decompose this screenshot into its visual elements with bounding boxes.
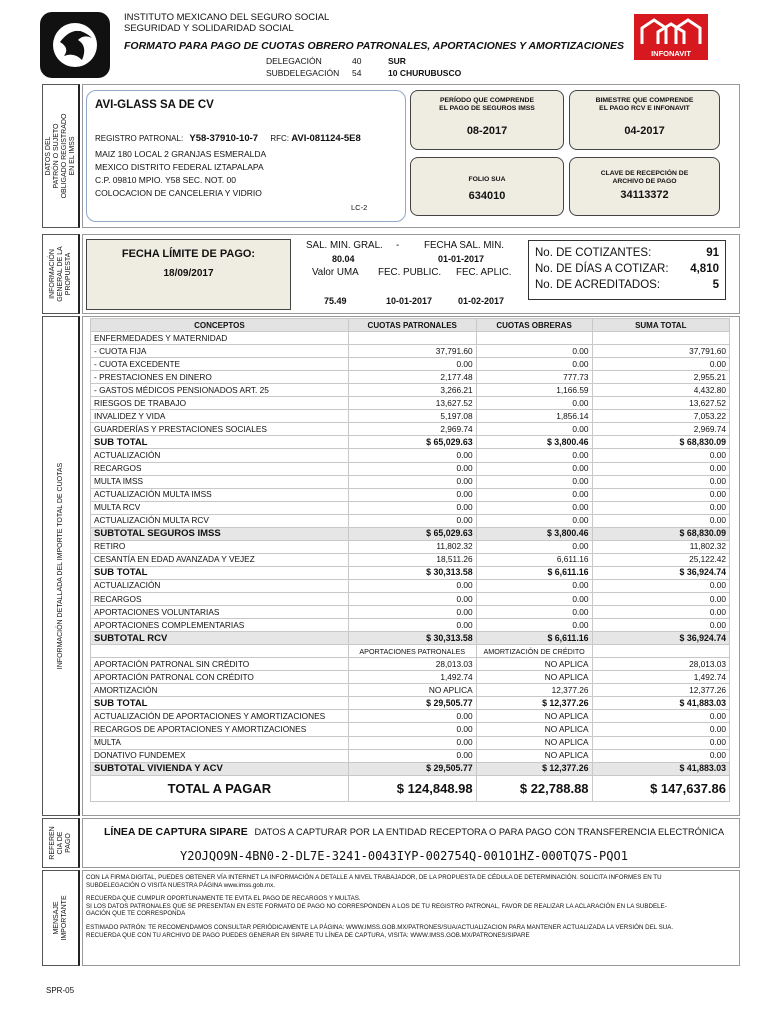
concepto-cell: AMORTIZACIÓN [91, 684, 349, 697]
sidebar-info-detallada-label: INFORMACIÓN DETALLADA DEL IMPORTE TOTAL DE CUOTAS [56, 462, 64, 670]
concepto-cell: APORTACIONES VOLUNTARIAS [91, 606, 349, 619]
cuotas-table-body [91, 319, 730, 802]
total-cell: 0.00 [592, 501, 729, 514]
obrera-cell: 0.00 [476, 475, 592, 488]
concepto-cell: RETIRO [91, 540, 349, 553]
table-row [91, 566, 730, 579]
obrera-cell: AMORTIZACIÓN DE CRÉDITO [476, 645, 592, 658]
total-cell: 0.00 [592, 592, 729, 605]
house-icon [634, 14, 708, 48]
obrera-cell: NO APLICA [476, 671, 592, 684]
obrera-cell: $ 12,377.26 [476, 697, 592, 710]
patron-address [95, 148, 266, 200]
fecha-limite-value: 18/09/2017 [163, 268, 214, 279]
patronal-cell: 0.00 [348, 462, 476, 475]
imss-logo [40, 12, 110, 78]
total-cell: 2,969.74 [592, 423, 729, 436]
sidebar-mensaje [42, 870, 80, 966]
table-row [91, 645, 730, 658]
concepto-cell: CESANTÍA EN EDAD AVANZADA Y VEJEZ [91, 553, 349, 566]
registro-value: Y58-37910-10-7 [189, 133, 259, 144]
clave-recepcion-box [569, 157, 720, 216]
table-row [91, 540, 730, 553]
obrera-cell: 0.00 [476, 514, 592, 527]
concepto-cell: RECARGOS DE APORTACIONES Y AMORTIZACIONES [91, 723, 349, 736]
patronal-cell: $ 65,029.63 [348, 527, 476, 540]
obrera-cell: 0.00 [476, 619, 592, 632]
table-row [91, 462, 730, 475]
concepto-cell: - PRESTACIONES EN DINERO [91, 371, 349, 384]
patronal-cell: 0.00 [348, 619, 476, 632]
concepto-cell: MULTA IMSS [91, 475, 349, 488]
concepto-cell: ENFERMEDADES Y MATERNIDAD [91, 332, 349, 345]
table-row [91, 488, 730, 501]
fecha-sal-label: FECHA SAL. MIN. [424, 240, 505, 251]
clave-recepcion-value: 34113372 [620, 189, 669, 201]
total-cell: 0.00 [592, 736, 729, 749]
patronal-cell: 0.00 [348, 488, 476, 501]
table-row [91, 475, 730, 488]
patronal-cell: 0.00 [348, 592, 476, 605]
sal-min-label: SAL. MIN. GRAL. [306, 240, 383, 251]
table-header-row [91, 319, 730, 332]
concepto-cell: TOTAL A PAGAR [91, 775, 349, 801]
institution-line2: SEGURIDAD Y SOLIDARIDAD SOCIAL [124, 23, 294, 34]
mensaje-p1: CON LA FIRMA DIGITAL, PUEDES OBTENER VÍA INTERNET LA INFORMACIÓN A DETALLE A NIVEL TRABAJADOR, DE LA PROPUESTA DE CÉDULA DE DETERMINACIÓN. SOLICITA INFORMES EN TU SUBDELEGACIÓN O VISITA NUESTRA PÁGINA www.imss.gob.mx. [86, 874, 662, 889]
total-cell: 0.00 [592, 619, 729, 632]
cuotas-table [90, 318, 730, 802]
registro-line [95, 133, 361, 144]
table-row [91, 371, 730, 384]
obrera-cell: 0.00 [476, 449, 592, 462]
total-cell: 12,377.26 [592, 684, 729, 697]
concepto-cell: - CUOTA EXCEDENTE [91, 358, 349, 371]
obrera-cell: 0.00 [476, 579, 592, 592]
rfc-value: AVI-081124-5E8 [291, 133, 361, 144]
concepto-cell [91, 645, 349, 658]
total-cell: 0.00 [592, 710, 729, 723]
patronal-cell: 11,802.32 [348, 540, 476, 553]
patronal-cell: 0.00 [348, 475, 476, 488]
concepto-cell: RIESGOS DE TRABAJO [91, 397, 349, 410]
sidebar-info-general [42, 234, 80, 314]
footer-code: SPR-05 [46, 986, 75, 995]
concepto-cell: SUB TOTAL [91, 566, 349, 579]
patronal-cell: 2,969.74 [348, 423, 476, 436]
bimestre-rcv-box [569, 90, 720, 150]
total-cell: 0.00 [592, 749, 729, 762]
total-cell: $ 41,883.03 [592, 697, 729, 710]
patronal-cell: 0.00 [348, 501, 476, 514]
table-row [91, 449, 730, 462]
table-row [91, 397, 730, 410]
mensaje-p3: ESTIMADO PATRÓN: TE RECOMENDAMOS CONSULTAR PERIÓDICAMENTE LA PÁGINA: WWW.IMSS.GOB.MX/PATRONES/SUA/ACTUALIZACION PARA MANTENER ACTUALIZADA LA VERSIÓN DEL SUA. RECUERDA QUE CON TU ARCHIVO DE PAGO PUEDES GENERAR EN SIPARE TU LÍNEA DE CAPTURA, VISITA: WWW.IMSS.GOB.MX/PATRONES/SIPARE [86, 923, 674, 939]
obrera-cell: 1,856.14 [476, 410, 592, 423]
concepto-cell: ACTUALIZACIÓN [91, 449, 349, 462]
valor-uma-label: Valor UMA [312, 267, 359, 278]
concepto-cell: SUB TOTAL [91, 697, 349, 710]
acreditados-label: No. DE ACREDITADOS: [535, 279, 661, 291]
table-row [91, 658, 730, 671]
fec-aplic-label: FEC. APLIC. [456, 267, 512, 278]
patronal-cell: $ 29,505.77 [348, 697, 476, 710]
total-cell: 0.00 [592, 462, 729, 475]
captura-label: LÍNEA DE CAPTURA SIPARE [104, 826, 248, 838]
concepto-cell: DONATIVO FUNDEMEX [91, 749, 349, 762]
eagle-icon [40, 12, 110, 78]
concepto-cell: APORTACIÓN PATRONAL CON CRÉDITO [91, 671, 349, 684]
obrera-cell: 12,377.26 [476, 684, 592, 697]
obrera-cell: $ 3,800.46 [476, 527, 592, 540]
dias-value: 4,810 [690, 263, 719, 275]
total-cell [592, 645, 729, 658]
table-row [91, 527, 730, 540]
dias-row [535, 261, 719, 277]
patronal-cell [348, 332, 476, 345]
acreditados-value: 5 [712, 279, 719, 291]
mensaje-p2: RECUERDA QUE CUMPLIR OPORTUNAMENTE TE EVITA EL PAGO DE RECARGOS Y MULTAS. SI LOS DATOS PATRONALES QUE SE PRESENTAN EN ESTE FORMATO DE PAGO NO CORRESPONDEN A LOS DE TU REGISTRO PATRONAL, FAVOR DE REALIZAR LA ACLARACIÓN EN LA SUBDELE-GACIÓN QUE TE CORRESPONDA [86, 895, 667, 918]
total-cell: $ 147,637.86 [592, 775, 729, 801]
total-cell: 0.00 [592, 488, 729, 501]
institution-line1: INSTITUTO MEXICANO DEL SEGURO SOCIAL [124, 12, 330, 23]
periodo-imss-value: 08-2017 [466, 125, 508, 137]
patronal-cell: $ 30,313.58 [348, 566, 476, 579]
obrera-cell: 0.00 [476, 488, 592, 501]
concepto-cell: MULTA [91, 736, 349, 749]
table-row [91, 736, 730, 749]
fecha-sal-value: 01-01-2017 [438, 254, 485, 264]
total-cell: 37,791.60 [592, 345, 729, 358]
total-cell: 0.00 [592, 514, 729, 527]
fecha-limite-box [86, 239, 291, 310]
total-cell: 7,053.22 [592, 410, 729, 423]
subdelegacion-num: 54 [352, 68, 362, 78]
patronal-cell: 0.00 [348, 606, 476, 619]
table-row [91, 710, 730, 723]
acreditados-row [535, 277, 719, 293]
clave-recepcion-label: CLAVE DE RECEPCIÓN DE ARCHIVO DE PAGO [600, 170, 689, 185]
table-row [91, 358, 730, 371]
total-cell: 1,492.74 [592, 671, 729, 684]
table-row [91, 384, 730, 397]
patronal-cell: 0.00 [348, 358, 476, 371]
patronal-cell: 13,627.52 [348, 397, 476, 410]
table-row [91, 332, 730, 345]
sidebar-info-general-label: INFORMACIÓN GENERAL DE LA PROPUESTA [48, 246, 72, 302]
cotizantes-box [528, 240, 726, 300]
table-row [91, 619, 730, 632]
patronal-cell: 2,177.48 [348, 371, 476, 384]
obrera-cell: 0.00 [476, 501, 592, 514]
fec-public-value: 10-01-2017 [386, 296, 433, 306]
total-cell: $ 68,830.09 [592, 527, 729, 540]
sidebar-info-detallada [42, 316, 80, 816]
total-cell: 13,627.52 [592, 397, 729, 410]
obrera-cell: 0.00 [476, 462, 592, 475]
mensaje-text [86, 874, 686, 939]
patronal-cell: 0.00 [348, 710, 476, 723]
valor-uma-value: 75.49 [324, 296, 347, 306]
patronal-cell: 0.00 [348, 723, 476, 736]
sidebar-referencia [42, 818, 80, 868]
table-row [91, 553, 730, 566]
table-row [91, 436, 730, 449]
obrera-cell: 0.00 [476, 592, 592, 605]
obrera-cell: 0.00 [476, 358, 592, 371]
obrera-cell: NO APLICA [476, 723, 592, 736]
patron-name: AVI-GLASS SA DE CV [95, 99, 214, 111]
address-line3: C.P. 09810 MPIO. Y58 SEC. NOT. 00 [95, 175, 236, 185]
captura-header [104, 826, 724, 838]
header-cuotas-obreras: CUOTAS OBRERAS [476, 319, 592, 332]
total-cell [592, 332, 729, 345]
patron-box [86, 90, 406, 222]
obrera-cell [476, 332, 592, 345]
concepto-cell: SUBTOTAL SEGUROS IMSS [91, 527, 349, 540]
delegacion-block [266, 55, 461, 79]
total-cell: 2,955.21 [592, 371, 729, 384]
concepto-cell: ACTUALIZACIÓN MULTA RCV [91, 514, 349, 527]
fec-aplic-value: 01-02-2017 [458, 296, 505, 306]
total-cell: 0.00 [592, 606, 729, 619]
obrera-cell: $ 22,788.88 [476, 775, 592, 801]
patronal-cell: 0.00 [348, 749, 476, 762]
obrera-cell: 1,166.59 [476, 384, 592, 397]
patronal-cell: 28,013.03 [348, 658, 476, 671]
bimestre-rcv-value: 04-2017 [624, 125, 665, 137]
obrera-cell: 0.00 [476, 423, 592, 436]
concepto-cell: APORTACIÓN PATRONAL SIN CRÉDITO [91, 658, 349, 671]
table-row [91, 514, 730, 527]
patron-activity: COLOCACION DE CANCELERIA Y VIDRIO [95, 188, 262, 198]
total-cell: 0.00 [592, 579, 729, 592]
total-cell: $ 68,830.09 [592, 436, 729, 449]
form-title: FORMATO PARA PAGO DE CUOTAS OBRERO PATRONALES, APORTACIONES Y AMORTIZACIONES [124, 40, 624, 52]
concepto-cell: - CUOTA FIJA [91, 345, 349, 358]
concepto-cell: ACTUALIZACIÓN DE APORTACIONES Y AMORTIZACIONES [91, 710, 349, 723]
patronal-cell: 5,197.08 [348, 410, 476, 423]
delegacion-num: 40 [352, 56, 362, 66]
patronal-cell: 0.00 [348, 579, 476, 592]
obrera-cell: 0.00 [476, 397, 592, 410]
total-cell: 0.00 [592, 475, 729, 488]
obrera-cell: $ 12,377.26 [476, 762, 592, 775]
obrera-cell: 6,611.16 [476, 553, 592, 566]
concepto-cell: - GASTOS MÉDICOS PENSIONADOS ART. 25 [91, 384, 349, 397]
folio-sua-value: 634010 [468, 190, 506, 202]
patronal-cell: $ 29,505.77 [348, 762, 476, 775]
concepto-cell: GUARDERÍAS Y PRESTACIONES SOCIALES [91, 423, 349, 436]
table-row [91, 775, 730, 801]
patronal-cell: 18,511.26 [348, 553, 476, 566]
patronal-cell: 0.00 [348, 736, 476, 749]
obrera-cell: $ 6,611.16 [476, 566, 592, 579]
table-row [91, 671, 730, 684]
concepto-cell: INVALIDEZ Y VIDA [91, 410, 349, 423]
total-cell: $ 36,924.74 [592, 566, 729, 579]
total-cell: 28,013.03 [592, 658, 729, 671]
concepto-cell: APORTACIONES COMPLEMENTARIAS [91, 619, 349, 632]
patronal-cell: 0.00 [348, 449, 476, 462]
patronal-cell: $ 30,313.58 [348, 632, 476, 645]
total-cell: 25,122.42 [592, 553, 729, 566]
concepto-cell: SUBTOTAL VIVIENDA Y ACV [91, 762, 349, 775]
sal-min-dash: - [396, 240, 400, 251]
obrera-cell: $ 6,611.16 [476, 632, 592, 645]
total-cell: 0.00 [592, 723, 729, 736]
patronal-cell: $ 124,848.98 [348, 775, 476, 801]
periodo-imss-box [410, 90, 564, 150]
sidebar-patron [42, 84, 80, 228]
table-row [91, 423, 730, 436]
total-cell: 0.00 [592, 449, 729, 462]
salarios-block [296, 238, 524, 312]
address-line1: MAIZ 180 LOCAL 2 GRANJAS ESMERALDA [95, 149, 267, 159]
obrera-cell: 0.00 [476, 606, 592, 619]
delegacion-label: DELEGACIÓN [266, 56, 322, 66]
header-cuotas-patronales: CUOTAS PATRONALES [348, 319, 476, 332]
bimestre-rcv-label: BIMESTRE QUE COMPRENDE EL PAGO RCV E INFONAVIT [595, 97, 694, 112]
sidebar-referencia-label: REFEREN CIA DE PAGO [48, 826, 72, 860]
table-row [91, 723, 730, 736]
obrera-cell: $ 3,800.46 [476, 436, 592, 449]
sal-min-value: 80.04 [332, 254, 355, 264]
table-row [91, 592, 730, 605]
header-suma-total: SUMA TOTAL [592, 319, 729, 332]
total-cell: 4,432.80 [592, 384, 729, 397]
patronal-cell: 1,492.74 [348, 671, 476, 684]
patronal-cell: 3,266.21 [348, 384, 476, 397]
header-conceptos: CONCEPTOS [91, 319, 349, 332]
obrera-cell: NO APLICA [476, 658, 592, 671]
subdelegacion-name: 10 CHURUBUSCO [388, 68, 462, 78]
table-row [91, 749, 730, 762]
fecha-limite-label: FECHA LÍMITE DE PAGO: [121, 248, 256, 260]
sidebar-mensaje-label: MENSAJE IMPORTANTE [52, 895, 68, 941]
concepto-cell: SUB TOTAL [91, 436, 349, 449]
dias-label: No. DE DÍAS A COTIZAR: [535, 263, 669, 275]
total-cell: $ 41,883.03 [592, 762, 729, 775]
fec-public-label: FEC. PUBLIC. [378, 267, 442, 278]
concepto-cell: RECARGOS [91, 462, 349, 475]
concepto-cell: ACTUALIZACIÓN MULTA IMSS [91, 488, 349, 501]
patronal-cell: 37,791.60 [348, 345, 476, 358]
patronal-cell: $ 65,029.63 [348, 436, 476, 449]
concepto-cell: RECARGOS [91, 592, 349, 605]
obrera-cell: 777.73 [476, 371, 592, 384]
concepto-cell: ACTUALIZACIÓN [91, 579, 349, 592]
rfc-label: RFC: [270, 134, 289, 143]
total-cell: 0.00 [592, 358, 729, 371]
institution-name [124, 12, 329, 34]
captura-description: DATOS A CAPTURAR POR LA ENTIDAD RECEPTORA O PARA PAGO CON TRANSFERENCIA ELECTRÓNICA [254, 827, 725, 837]
table-row [91, 632, 730, 645]
total-cell: 11,802.32 [592, 540, 729, 553]
obrera-cell: 0.00 [476, 345, 592, 358]
periodo-imss-label: PERÍODO QUE COMPRENDE EL PAGO DE SEGUROS IMSS [439, 97, 535, 112]
captura-code: Y2OJQO9N-4BN0-2-DL7E-3241-0043IYP-002754Q-001O1HZ-000TQ7S-PQO1 [180, 849, 628, 863]
sidebar-patron-label: DATOS DEL PATRÓN O SUJETO OBLIGADO REGISTRADO EN EL IMSS [44, 113, 76, 199]
patron-code: LC-2 [351, 203, 368, 212]
cotizantes-row [535, 245, 719, 261]
table-row [91, 606, 730, 619]
table-row [91, 579, 730, 592]
obrera-cell: 0.00 [476, 540, 592, 553]
table-row [91, 345, 730, 358]
folio-sua-box [410, 157, 564, 216]
cotizantes-value: 91 [706, 247, 719, 259]
table-row [91, 501, 730, 514]
folio-sua-label: FOLIO SUA [468, 176, 506, 183]
cotizantes-label: No. DE COTIZANTES: [535, 247, 652, 259]
table-row [91, 762, 730, 775]
table-row [91, 410, 730, 423]
table-row [91, 697, 730, 710]
subdelegacion-label: SUBDELEGACIÓN [266, 68, 340, 78]
obrera-cell: NO APLICA [476, 736, 592, 749]
obrera-cell: NO APLICA [476, 749, 592, 762]
concepto-cell: MULTA RCV [91, 501, 349, 514]
infonavit-logo [634, 14, 708, 60]
patronal-cell: APORTACIONES PATRONALES [348, 645, 476, 658]
concepto-cell: SUBTOTAL RCV [91, 632, 349, 645]
total-cell: $ 36,924.74 [592, 632, 729, 645]
address-line2: MEXICO DISTRITO FEDERAL IZTAPALAPA [95, 162, 264, 172]
patronal-cell: 0.00 [348, 514, 476, 527]
delegacion-name: SUR [388, 56, 406, 66]
table-row [91, 684, 730, 697]
patronal-cell: NO APLICA [348, 684, 476, 697]
registro-label: REGISTRO PATRONAL: [95, 134, 184, 143]
infonavit-label: INFONAVIT [651, 49, 691, 58]
obrera-cell: NO APLICA [476, 710, 592, 723]
